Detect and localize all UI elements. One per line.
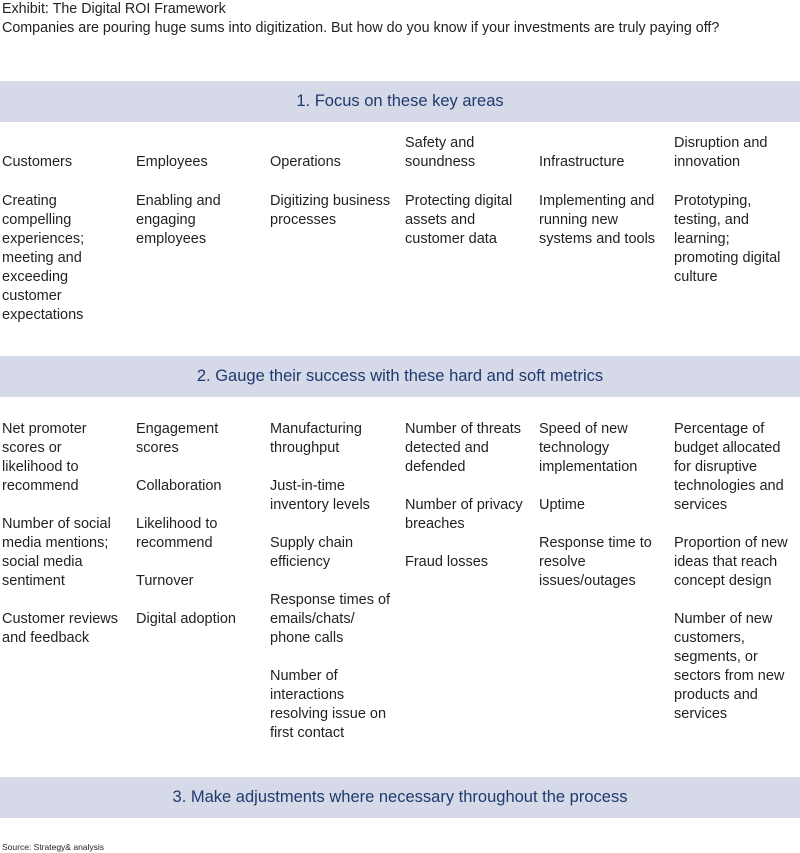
metric-item: Percentage of budget allocated for disruptive technologies and services: [674, 421, 784, 513]
metric-item: Number of social media mentions; social media sentiment: [2, 516, 111, 589]
metric-item: Engagement scores: [136, 421, 219, 456]
metric-item: Turnover: [136, 573, 194, 589]
metrics-disruption-and-innovation: [674, 420, 798, 743]
area-disruption-and-innovation: [674, 134, 798, 287]
area-name: Operations: [270, 154, 341, 170]
area-name: Infrastructure: [539, 154, 625, 170]
metric-item: Fraud losses: [405, 554, 489, 570]
metric-item: Likelihood to recommend: [136, 516, 218, 551]
area-name: Safety and soundness: [405, 135, 476, 170]
area-infrastructure: [539, 134, 667, 249]
metrics-infrastructure: [539, 420, 667, 610]
metric-item: Customer reviews and feedback: [2, 611, 119, 646]
metric-item: Digital adoption: [136, 611, 236, 627]
section-3-title: 3. Make adjustments where necessary throughout the process: [172, 788, 628, 806]
exhibit-header: [2, 0, 782, 38]
metric-item: Manufacturing throughput: [270, 421, 362, 456]
area-name: Disruption and innovation: [674, 135, 768, 170]
area-name: Employees: [136, 154, 208, 170]
section-1-banner: [0, 81, 800, 122]
area-description: Creating compelling experiences; meeting and exceeding customer expectations: [2, 193, 85, 323]
exhibit-title: Exhibit: The Digital ROI Framework: [2, 1, 226, 17]
area-name: Customers: [2, 154, 73, 170]
source-note: Source: Strategy& analysis: [2, 842, 105, 852]
metric-item: Number of new customers, segments, or sectors from new products and services: [674, 611, 785, 722]
metric-item: Response time to resolve issues/outages: [539, 535, 652, 589]
metric-item: Net promoter scores or likelihood to recommend: [2, 421, 87, 494]
area-operations: [270, 134, 396, 230]
metric-item: Supply chain efficiency: [270, 535, 354, 570]
metric-item: Collaboration: [136, 478, 222, 494]
metric-item: Number of privacy breaches: [405, 497, 523, 532]
area-description: Digitizing business processes: [270, 193, 391, 228]
area-description: Implementing and running new systems and tools: [539, 193, 656, 247]
metric-item: Uptime: [539, 497, 585, 513]
metric-item: Number of threats detected and defended: [405, 421, 522, 475]
exhibit-intro: Companies are pouring huge sums into digitization. But how do you know if your investments are truly paying off?: [2, 20, 720, 36]
area-description: Prototyping, testing, and learning; promoting digital culture: [674, 193, 781, 285]
area-safety-and-soundness: [405, 134, 531, 249]
metric-item: Response times of emails/chats/ phone calls: [270, 592, 391, 646]
section-3-banner: [0, 777, 800, 818]
area-employees: [136, 134, 260, 249]
metric-item: Proportion of new ideas that reach concept design: [674, 535, 788, 589]
metrics-operations: [270, 420, 396, 762]
metrics-employees: [136, 420, 260, 648]
area-customers: [2, 134, 126, 325]
area-description: Protecting digital assets and customer data: [405, 193, 513, 247]
metrics-customers: [2, 420, 126, 667]
metric-item: Number of interactions resolving issue on first contact: [270, 668, 387, 741]
section-2-title: 2. Gauge their success with these hard and soft metrics: [196, 367, 604, 385]
metrics-safety-and-soundness: [405, 420, 531, 591]
metric-item: Just-in-time inventory levels: [270, 478, 370, 513]
metric-item: Speed of new technology implementation: [539, 421, 638, 475]
section-1-title: 1. Focus on these key areas: [296, 92, 504, 110]
area-description: Enabling and engaging employees: [136, 193, 221, 247]
section-2-banner: [0, 356, 800, 397]
